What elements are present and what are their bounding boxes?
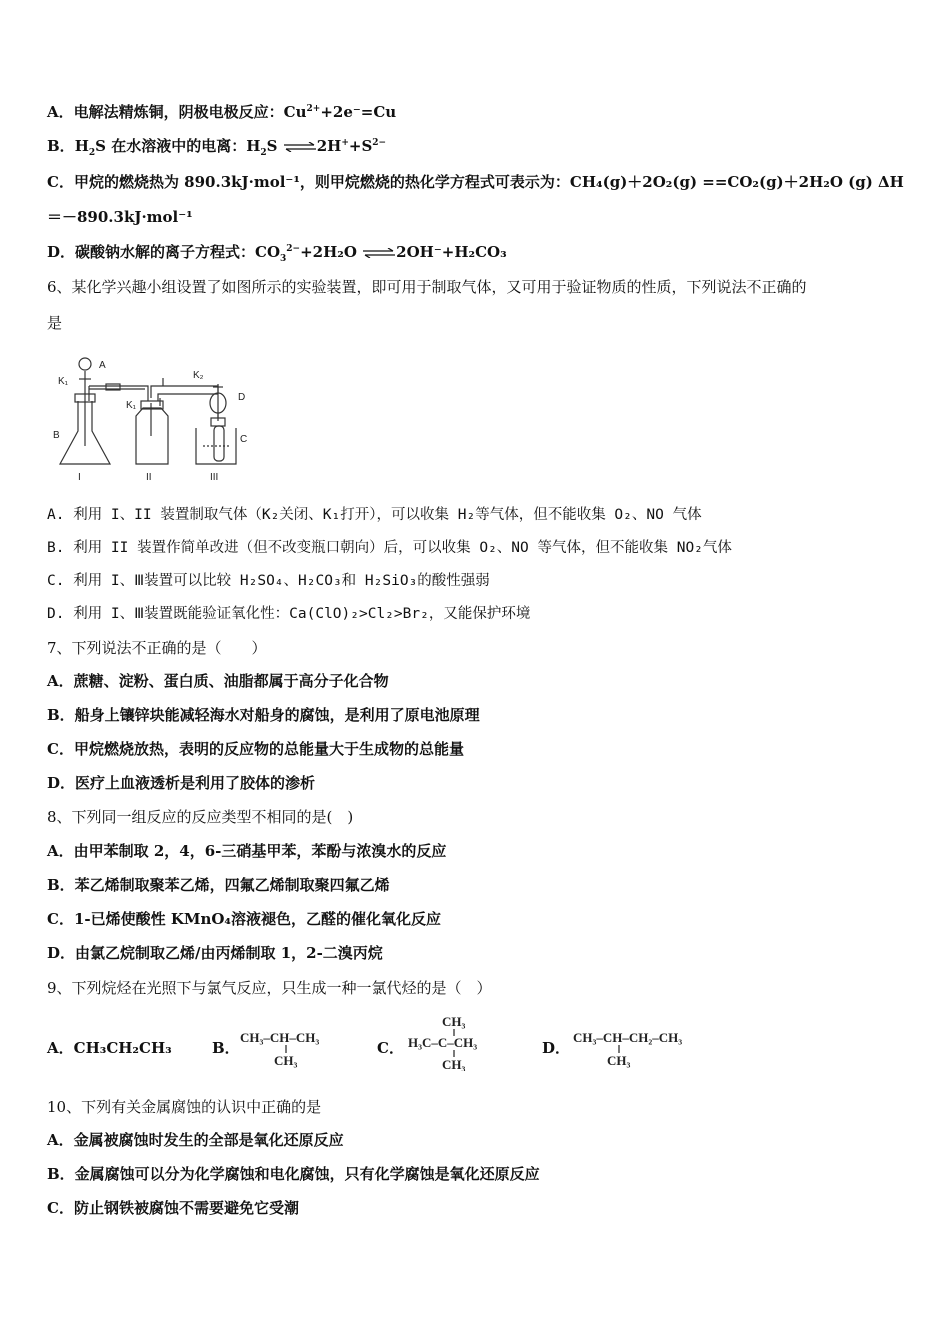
q8-stem-text: 8、下列同一组反应的反应类型不相同的是( ) [47,808,354,826]
q6-stem-line1: 6、某化学兴趣小组设置了如图所示的实验装置，即可用于制取气体，又可用于验证物质的性质，下列说法不正确的 [47,278,807,296]
label-k1-mid: K₁ [126,400,137,411]
q9-option-c-label [377,1038,404,1058]
q5-d-sup: 2− [286,244,301,254]
q10-a-text: A．金属被腐蚀时发生的全部是氧化还原反应 [47,1131,344,1149]
q5-b-sup: + [341,138,349,148]
label-c: C [240,434,248,445]
q8-stem [47,807,353,827]
q6-c-text: C. 利用 I、Ⅲ装置可以比较 H₂SO₄、H₂CO₃和 H₂SiO₃的酸性强弱 [47,573,490,589]
q9-option-d-label [542,1038,570,1058]
q5-b-text: 2H [316,137,342,155]
q7-stem [47,638,267,658]
q5-a-sup: 2+ [306,104,321,114]
q9-b-label: B． [212,1039,240,1057]
label-i: I [78,472,81,483]
q5-b-text: H [74,137,89,155]
q9-a-label: A． [47,1039,74,1057]
q5-a-text: 电解法精炼铜，阴极电极反应：Cu [73,103,307,121]
label-a: A [99,360,106,371]
label-b: B [53,430,60,441]
q8-option-d [47,943,383,963]
beaker-iii [196,384,236,464]
label-k1-left: K₁ [58,376,69,387]
q5-a-label: A． [47,103,74,121]
q9-d-structure [573,1025,713,1069]
q9-a-formula: CH₃CH₂CH₃ [73,1039,172,1057]
q6-b-text: B. 利用 II 装置作简单改进（但不改变瓶口朝向）后，可以收集 O₂、NO 等气体，但不能收集 NO₂气体 [47,540,732,556]
q6-option-a [47,505,702,525]
q5-option-a [47,102,396,122]
q5-d-text: +2H₂O [300,243,357,261]
q5-b-sup: 2− [372,138,387,148]
q8-option-b [47,875,390,895]
q9-d-main: CH₃–CH–CH₂–CH₃ [573,1030,683,1045]
q7-option-a [47,671,389,691]
q8-d-text: D．由氯乙烷制取乙烯/由丙烯制取 1，2-二溴丙烷 [47,944,383,962]
q5-b-text: +S [348,137,373,155]
q5-b-text: S [266,137,278,155]
q7-option-c [47,739,464,759]
q7-d-text: D．医疗上血液透析是利用了胶体的渗析 [47,774,316,792]
q5-c-line2: ＝－890.3kJ·mol⁻¹ [47,208,193,226]
q5-b-sub: 2 [88,148,96,158]
q5-b-text: S 在水溶液中的电离：H [95,137,261,155]
bottle-ii [136,401,168,464]
q6-stem [47,277,807,297]
q6-d-text: D. 利用 I、Ⅲ装置既能验证氧化性：Ca(ClO)₂>Cl₂>Br₂，又能保护环境 [47,606,531,622]
q10-c-text: C．防止钢铁被腐蚀不需要避免它受潮 [47,1199,299,1217]
q9-stem [47,978,492,998]
q8-option-c [47,909,441,929]
q5-option-d [47,242,507,262]
q7-a-text: A．蔗糖、淀粉、蛋白质、油脂都属于高分子化合物 [47,672,389,690]
q9-b-branch: CH₃ [274,1053,298,1068]
q6-stem-line2: 是 [47,314,63,332]
label-iii: III [210,472,219,483]
q9-option-b-label [212,1038,240,1058]
q7-option-d [47,773,315,793]
q9-c-structure [408,1013,508,1071]
q9-c-top: CH₃ [442,1014,466,1029]
q9-b-main: CH₃–CH–CH₃ [240,1030,320,1045]
equilibrium-arrow-icon [283,142,317,152]
q9-stem-text: 9、下列烷烃在光照下与氯气反应，只生成一种一氯代烃的是（ ） [47,979,492,997]
q5-b-sub: 2 [260,148,267,158]
q10-stem [47,1097,321,1117]
q8-option-a [47,841,446,861]
q9-c-bottom: CH₃ [442,1057,466,1071]
q5-d-text: 2OH⁻+H₂CO₃ [396,243,507,261]
q6-option-d [47,604,530,624]
q5-c-label: C． [47,173,74,191]
q7-stem-text: 7、下列说法不正确的是（ ） [47,639,267,657]
q5-d-text: 碳酸钠水解的离子方程式：CO [75,243,281,261]
q10-stem-text: 10、下列有关金属腐蚀的认识中正确的是 [47,1098,322,1116]
q6-option-c [47,571,490,591]
q8-c-text: C．1-已烯使酸性 KMnO₄溶液褪色，乙醛的催化氧化反应 [47,910,442,928]
q6-stem-cont [47,313,62,333]
q6-a-text: A. 利用 I、II 装置制取气体（K₂关闭、K₁打开），可以收集 H₂等气体，但不能收集 O₂、NO 气体 [47,507,702,523]
q7-c-text: C．甲烷燃烧放热，表明的反应物的总能量大于生成物的总能量 [47,740,464,758]
q8-b-text: B．苯乙烯制取聚苯乙烯，四氟乙烯制取聚四氟乙烯 [47,876,390,894]
q10-option-a [47,1130,344,1150]
q5-option-c-cont [47,207,193,227]
q5-a-tail: +2e⁻=Cu [320,103,397,121]
flask-i [60,358,110,464]
apparatus-figure [48,346,263,484]
q8-a-text: A．由甲苯制取 2，4，6-三硝基甲苯，苯酚与浓溴水的反应 [47,842,447,860]
q9-d-label: D． [542,1039,571,1057]
q9-d-branch: CH₃ [607,1053,631,1068]
q5-c-line1: 甲烷的燃烧热为 890.3kJ·mol⁻¹，则甲烷燃烧的热化学方程式可表示为：CH₄(g)＋2O₂(g) ==CO₂(g)＋2H₂O (g) ΔH [73,173,904,191]
equilibrium-arrow-icon [362,248,396,258]
q5-option-c [47,172,904,192]
q10-option-c [47,1198,299,1218]
q5-b-label: B． [47,137,75,155]
connecting-tubes [89,378,218,436]
label-d: D [238,392,246,403]
label-ii: II [146,472,152,483]
q10-option-b [47,1164,540,1184]
q9-option-a [47,1038,172,1058]
q5-d-sub: 3 [280,254,287,264]
q9-c-label: C． [377,1039,404,1057]
q9-c-main: H₃C–C–CH₃ [408,1035,478,1050]
q10-b-text: B．金属腐蚀可以分为化学腐蚀和电化腐蚀，只有化学腐蚀是氧化还原反应 [47,1165,540,1183]
q6-option-b [47,538,732,558]
q7-option-b [47,705,480,725]
q7-b-text: B．船身上镶锌块能减轻海水对船身的腐蚀，是利用了原电池原理 [47,706,480,724]
label-k2: K₂ [193,370,204,381]
q5-option-b [47,136,386,156]
q5-d-label: D． [47,243,76,261]
q9-b-structure [240,1025,350,1069]
